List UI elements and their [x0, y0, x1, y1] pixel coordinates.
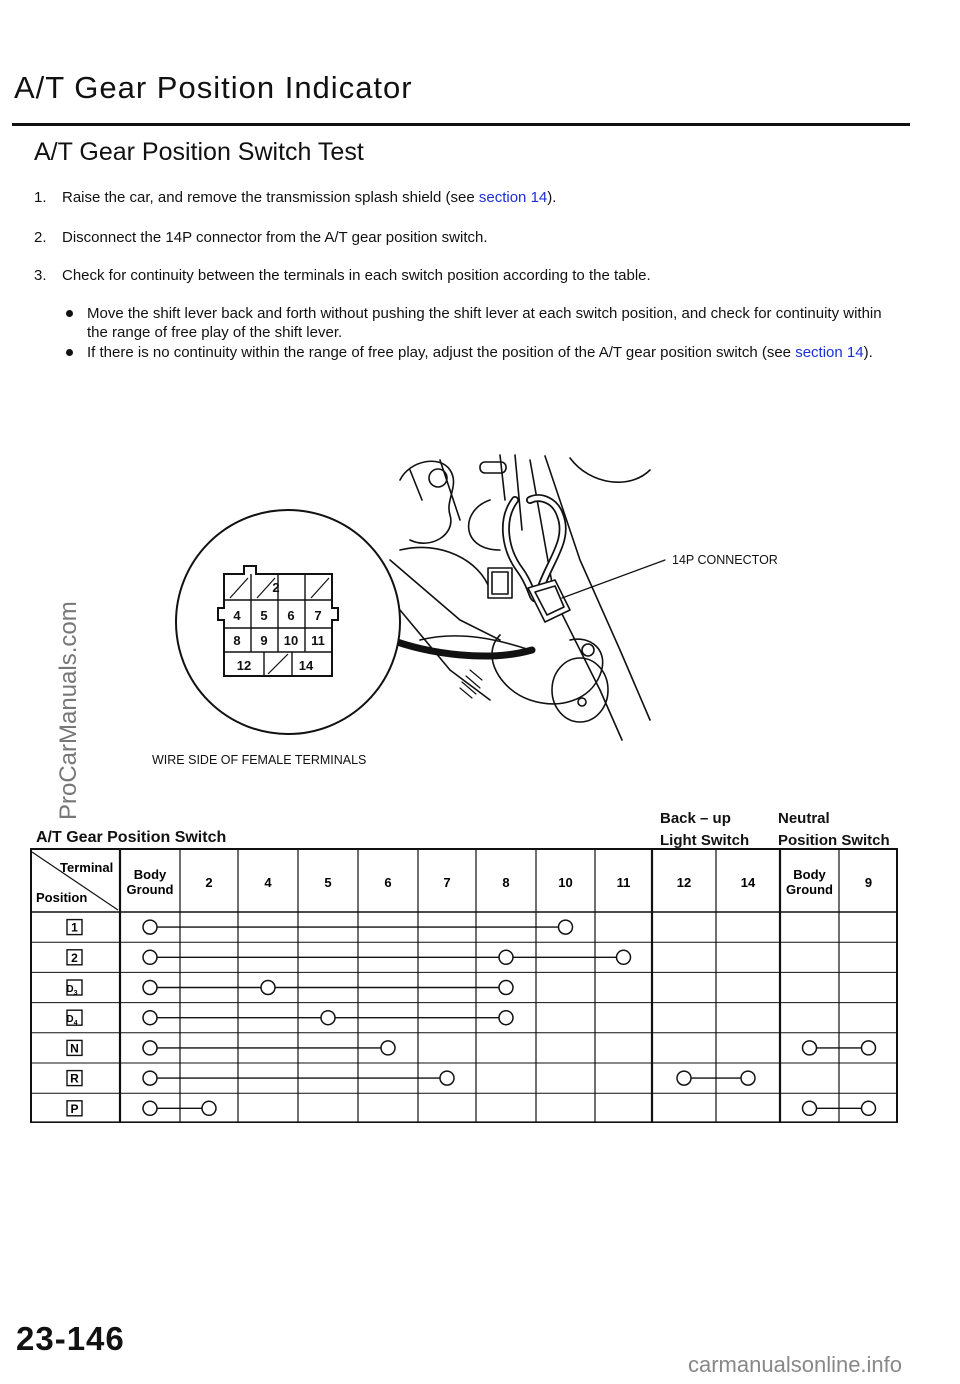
terminal-mark [499, 981, 513, 995]
bullet-item-1 [66, 304, 896, 342]
corner-terminal-label: Terminal [60, 860, 114, 875]
position-label [66, 1010, 82, 1027]
title-rule [12, 123, 910, 126]
position-label [67, 950, 82, 965]
column-header: 5 [324, 875, 332, 890]
column-header: 6 [384, 875, 392, 890]
column-header: 4 [264, 875, 272, 890]
column-header: 14 [740, 875, 756, 890]
terminal-mark [862, 1101, 876, 1115]
column-header: 2 [205, 875, 213, 890]
svg-text:P: P [70, 1101, 79, 1116]
table-title: A/T Gear Position Switch [36, 829, 227, 846]
svg-text:2: 2 [71, 950, 78, 965]
wire-side-caption: WIRE SIDE OF FEMALE TERMINALS [152, 753, 367, 767]
page-title: A/T Gear Position Indicator [14, 70, 413, 105]
pin-label: 7 [314, 608, 322, 623]
svg-text:D3: $D_3$ [66, 984, 78, 997]
terminal-mark [440, 1071, 454, 1085]
column-header: Body Ground [786, 867, 833, 897]
terminal-mark [381, 1041, 395, 1055]
position-label [66, 980, 82, 997]
terminal-mark [499, 1011, 513, 1025]
step-text: Check for continuity between the terminals in each switch position according to the table. [62, 267, 651, 284]
connector-illustration [160, 440, 820, 780]
terminal-mark [143, 1071, 157, 1085]
terminal-mark [143, 1011, 157, 1025]
terminal-mark [559, 920, 573, 934]
terminal-mark [862, 1041, 876, 1055]
backup-light-switch-header: Back – up Light Switch [660, 810, 750, 849]
position-label [67, 920, 82, 935]
svg-text:N: N [70, 1041, 79, 1056]
step-number: 3. [34, 267, 47, 284]
column-header: 10 [558, 875, 573, 890]
pin-label: 2 [272, 580, 280, 595]
bullet-icon [66, 349, 73, 356]
pin-label: 11 [311, 633, 325, 648]
continuity-table [30, 848, 900, 1123]
column-header: 8 [502, 875, 510, 890]
terminal-mark [617, 950, 631, 964]
terminal-mark [803, 1041, 817, 1055]
column-header: 9 [864, 875, 873, 890]
terminal-mark [143, 950, 157, 964]
terminal-mark [202, 1101, 216, 1115]
footer-watermark: carmanualsonline.info [688, 1352, 903, 1377]
column-header: Body Ground [126, 867, 174, 897]
connector-callout: 14P CONNECTOR [672, 553, 778, 567]
terminal-mark [143, 1041, 157, 1055]
corner-position-label: Position [36, 890, 88, 905]
step-number: 2. [34, 229, 47, 246]
step-text: Disconnect the 14P connector from the A/T gear position switch. [62, 229, 488, 246]
pin-label: 14 [298, 658, 314, 673]
section-14-link[interactable]: section 14 [795, 344, 864, 361]
step-text-end: ). [547, 189, 557, 206]
pin-label: 8 [233, 633, 241, 648]
position-label [67, 1101, 82, 1116]
pin-label: 12 [236, 658, 252, 673]
terminal-mark [261, 981, 275, 995]
bullet-item-2 [66, 343, 896, 362]
svg-text:1: 1 [71, 920, 78, 935]
bullet-icon [66, 310, 73, 317]
step-text: Raise the car, and remove the transmission splash shield (see [62, 189, 479, 206]
svg-text:R: R [70, 1071, 79, 1086]
position-label [67, 1071, 82, 1086]
watermark: ProCarManuals.com [55, 601, 82, 820]
terminal-mark [143, 981, 157, 995]
terminal-mark [143, 1101, 157, 1115]
position-label [67, 1040, 82, 1055]
terminal-mark [677, 1071, 691, 1085]
terminal-mark [321, 1011, 335, 1025]
step-3 [34, 266, 651, 285]
terminal-mark [143, 920, 157, 934]
step-number: 1. [34, 189, 47, 206]
section-14-link[interactable]: section 14 [478, 189, 548, 206]
section-title: A/T Gear Position Switch Test [34, 138, 364, 166]
pin-label: 5 [260, 608, 268, 623]
bullet-text: Move the shift lever back and forth without pushing the shift lever at each switch position, and check for continuity within the range of free play of the shift lever. [87, 305, 882, 341]
pin-label: 6 [287, 608, 295, 623]
neutral-position-switch-header: Neutral Position Switch [778, 810, 890, 849]
bullet-text: If there is no continuity within the range of free play, adjust the position of the A/T gear position switch (see section 14). [87, 344, 873, 361]
pin-label: 10 [283, 633, 299, 648]
step-2 [34, 228, 488, 247]
terminal-mark [741, 1071, 755, 1085]
column-header: 12 [676, 875, 692, 890]
column-header: 7 [443, 875, 451, 890]
terminal-mark [499, 950, 513, 964]
svg-text:D4: $D_4$ [66, 1014, 78, 1028]
step-1 [34, 188, 556, 207]
terminal-mark [803, 1101, 817, 1115]
column-header: 11 [616, 875, 631, 890]
pin-label: 4 [233, 608, 241, 623]
page-number: 23-146 [16, 1320, 125, 1357]
pin-label: 9 [260, 633, 268, 648]
